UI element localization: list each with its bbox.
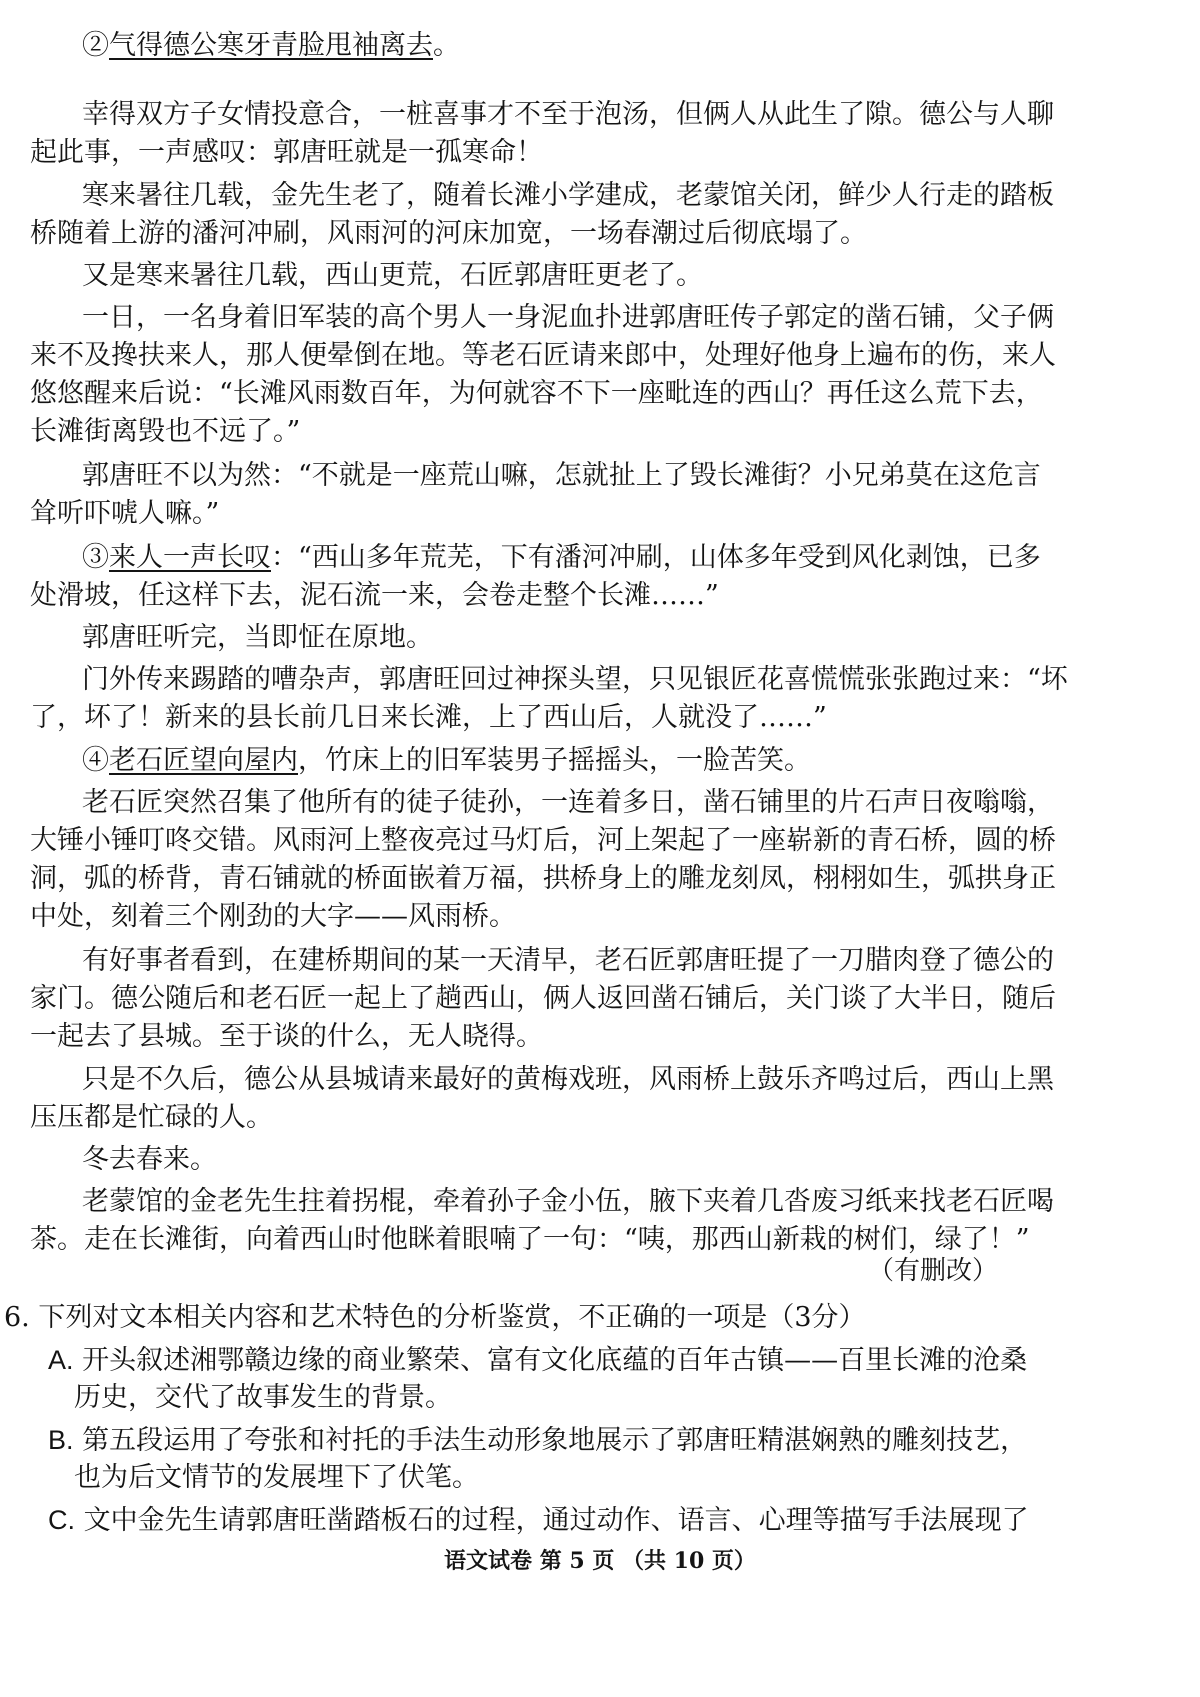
story-paragraph-9-line-1: 门外传来踢踏的嘈杂声，郭唐旺回过神探头望，只见银匠花喜慌慌张张跑过来：“坏 bbox=[82, 664, 1068, 695]
option-a-line-2: 历史，交代了故事发生的背景。 bbox=[74, 1382, 452, 1413]
circled-number-2: ② bbox=[82, 30, 109, 61]
option-b-label: B. bbox=[48, 1425, 74, 1455]
option-c-line-1: C. 文中金先生请郭唐旺凿踏板石的过程，通过动作、语言、心理等描写手法展现了 bbox=[48, 1505, 1029, 1536]
story-paragraph-6-line-2: 耸听吓唬人嘛。” bbox=[30, 498, 220, 529]
source-note: （有删改） bbox=[868, 1256, 999, 1286]
story-paragraph-15-line-2: 茶。走在长滩街，向着西山时他眯着眼喃了一句：“咦，那西山新栽的树们，绿了！” bbox=[30, 1224, 1030, 1255]
story-paragraph-10-line-1: ④老石匠望向屋内，竹床上的旧军装男子摇摇头，一脸苦笑。 bbox=[82, 745, 811, 776]
option-a-label: A. bbox=[48, 1345, 74, 1375]
story-paragraph-13-line-1: 只是不久后，德公从县城请来最好的黄梅戏班，风雨桥上鼓乐齐鸣过后，西山上黑 bbox=[82, 1064, 1054, 1095]
question-stem: 6. 下列对文本相关内容和艺术特色的分析鉴赏，不正确的一项是（3分） bbox=[4, 1302, 866, 1333]
story-paragraph-5-line-2: 来不及搀扶来人，那人便晕倒在地。等老石匠请来郎中，处理好他身上遍布的伤，来人 bbox=[30, 340, 1056, 371]
story-paragraph-5-line-1: 一日，一名身着旧军装的高个男人一身泥血扑进郭唐旺传子郭定的凿石铺，父子俩 bbox=[82, 302, 1054, 333]
option-b-line-2: 也为后文情节的发展埋下了伏笔。 bbox=[74, 1462, 479, 1493]
story-paragraph-5-line-3: 悠悠醒来后说：“长滩风雨数百年，为何就容不下一座毗连的西山？再任这么荒下去， bbox=[30, 378, 1043, 409]
story-paragraph-2-line-1: 幸得双方子女情投意合，一桩喜事才不至于泡汤，但俩人从此生了隙。德公与人聊 bbox=[82, 99, 1054, 130]
option-a-line-1: A. 开头叙述湘鄂赣边缘的商业繁荣、富有文化底蕴的百年古镇——百里长滩的沧桑 bbox=[48, 1345, 1028, 1376]
story-paragraph-12-line-1: 有好事者看到，在建桥期间的某一天清早，老石匠郭唐旺提了一刀腊肉登了德公的 bbox=[82, 945, 1054, 976]
story-paragraph-11-line-3: 洞，弧的桥背，青石铺就的桥面嵌着万福，拱桥身上的雕龙刻凤，栩栩如生，弧拱身正 bbox=[30, 863, 1056, 894]
story-paragraph-13-line-2: 压压都是忙碌的人。 bbox=[30, 1102, 273, 1133]
option-c-label: C. bbox=[48, 1505, 75, 1535]
story-paragraph-3-line-2: 桥随着上游的潘河冲刷，风雨河的河床加宽，一场春潮过后彻底塌了。 bbox=[30, 218, 867, 249]
story-paragraph-15-line-1: 老蒙馆的金老先生拄着拐棍，牵着孙子金小伍，腋下夹着几沓废习纸来找老石匠喝 bbox=[82, 1186, 1054, 1217]
page-footer: 语文试卷 第 5 页 （共 10 页） bbox=[444, 1548, 756, 1574]
story-paragraph-2-line-2: 起此事，一声感叹：郭唐旺就是一孤寒命！ bbox=[30, 137, 543, 168]
story-paragraph-1: ②气得德公寒牙青脸甩袖离去。 bbox=[82, 30, 460, 61]
story-paragraph-14-line-1: 冬去春来。 bbox=[82, 1144, 217, 1175]
story-paragraph-5-line-4: 长滩街离毁也不远了。” bbox=[30, 416, 301, 447]
underlined-phrase-4: 老石匠望向屋内 bbox=[109, 745, 298, 776]
circled-number-4: ④ bbox=[82, 745, 109, 776]
story-paragraph-12-line-2: 家门。德公随后和老石匠一起上了趟西山，俩人返回凿石铺后，关门谈了大半日，随后 bbox=[30, 983, 1056, 1014]
story-paragraph-11-line-1: 老石匠突然召集了他所有的徒子徒孙，一连着多日，凿石铺里的片石声日夜嗡嗡， bbox=[82, 787, 1054, 818]
circled-number-3: ③ bbox=[82, 542, 109, 573]
story-paragraph-3-line-1: 寒来暑往几载，金先生老了，随着长滩小学建成，老蒙馆关闭，鲜少人行走的踏板 bbox=[82, 180, 1054, 211]
story-paragraph-11-line-2: 大锤小锤叮咚交错。风雨河上整夜亮过马灯后，河上架起了一座崭新的青石桥，圆的桥 bbox=[30, 825, 1056, 856]
option-b-line-1: B. 第五段运用了夸张和衬托的手法生动形象地展示了郭唐旺精湛娴熟的雕刻技艺， bbox=[48, 1425, 1028, 1456]
story-paragraph-7-line-2: 处滑坡，任这样下去，泥石流一来，会卷走整个长滩……” bbox=[30, 580, 719, 611]
underlined-phrase-3: 来人一声长叹 bbox=[109, 542, 271, 573]
story-paragraph-9-line-2: 了，坏了！新来的县长前几日来长滩，上了西山后，人就没了……” bbox=[30, 702, 827, 733]
story-paragraph-11-line-4: 中处，刻着三个刚劲的大字——风雨桥。 bbox=[30, 901, 516, 932]
story-paragraph-6-line-1: 郭唐旺不以为然：“不就是一座荒山嘛，怎就扯上了毁长滩街？小兄弟莫在这危言 bbox=[82, 460, 1041, 491]
story-paragraph-4-line-1: 又是寒来暑往几载，西山更荒，石匠郭唐旺更老了。 bbox=[82, 260, 703, 291]
story-paragraph-8-line-1: 郭唐旺听完，当即怔在原地。 bbox=[82, 622, 433, 653]
underlined-phrase-2: 气得德公寒牙青脸甩袖离去 bbox=[109, 30, 433, 61]
story-paragraph-7-line-1: ③来人一声长叹：“西山多年荒芜，下有潘河冲刷，山体多年受到风化剥蚀，已多 bbox=[82, 542, 1041, 573]
story-paragraph-12-line-3: 一起去了县城。至于谈的什么，无人晓得。 bbox=[30, 1021, 543, 1052]
